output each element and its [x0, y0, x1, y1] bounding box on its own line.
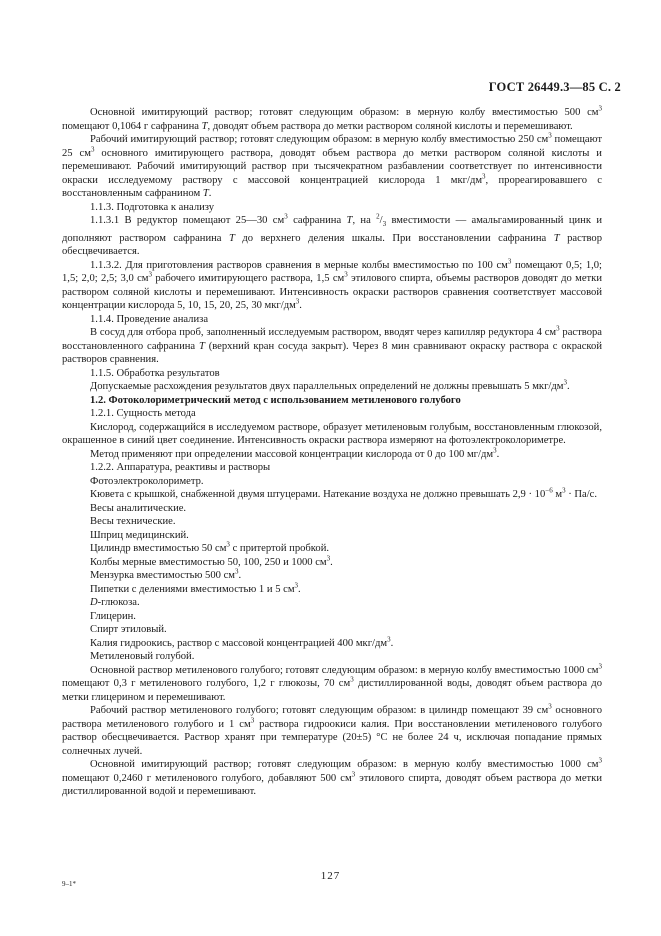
paragraph: Рабочий имитирующий раствор; готовят следующим образом: в мерную колбу вместимостью 250 $см^3$ помещают 25 $см^3$ основного имитирующего раствора, доводят объем раствора до метки раствором соляной кислоты и перемешивают. Рабочий имитирующий раствор при тысячекратном разбавлении соответствует по интенсивности окраски исследуемому раствору с массовой концентрацией кислорода 1 мкг/$дм^3$, прореагировавшего с восстановленным сафранином Т. [62, 131, 602, 199]
paragraph: Кислород, содержащийся в исследуемом растворе, образует метиленовым голубым, восстановленным глюкозой, окрашенное в синий цвет соединение. Интенсивность окраски раствора измеряют на фотоэлектроколориметре. [62, 421, 602, 447]
paragraph: 1.1.4. Проведение анализа [90, 313, 209, 325]
paragraph: 1.1.3.1 В редуктор помещают 25—30 $см^3$ сафранина Т, на $^2/_3$ вместимости — амальгамированный цинк и дополняют раствором сафранина Т до верхнего деления шкалы. При восстановлении сафранина Т раствор обесцвечивается. [62, 212, 603, 258]
paragraph: Основной имитирующий раствор; готовят следующим образом: в мерную колбу вместимостью 1000 $см^3$ помещают 0,2460 г метиленового голубого, добавляют 500 $см^3$ этилового спирта, доводят объем раствора до метки дистиллированной водой и перемешивают. [62, 756, 602, 798]
paragraph: Кювета с крышкой, снабженной двумя штуцерами. Натекание воздуха не должно превышать $2,9 \cdot 10^{-6}$ $м^3 \cdot Па/с$. [90, 486, 598, 501]
paragraph: Спирт этиловый. [90, 624, 167, 636]
paragraph: Рабочий раствор метиленового голубого; готовят следующим образом: в цилиндр помещают 39 $см^3$ основного раствора метиленового голубого и 1 $см^3$ раствора гидроокиси калия. При восстановлении метиленового голубого раствор обесцвечивается. Раствор хранят при температуре (20±5) °С не более 24 ч, исключая попадание прямых солнечных лучей. [62, 702, 602, 757]
document-body [62, 106, 602, 799]
paragraph: Пипетки с делениями вместимостью 1 и 5 $см^3$. [90, 581, 301, 595]
paragraph: Метиленовый голубой. [90, 651, 195, 663]
paragraph: Метод применяют при определении массовой концентрации кислорода от 0 до 100 $мг/дм^3$. [90, 446, 500, 460]
paragraph: Фотоэлектроколориметр. [90, 475, 204, 487]
paragraph: Колбы мерные вместимостью 50, 100, 250 и 1000 $см^3$. [90, 554, 333, 568]
section-heading: 1.2. Фотоколориметрический метод с использованием метиленового голубого [90, 394, 461, 406]
paragraph: 1.1.5. Обработка результатов [90, 367, 220, 379]
paragraph: Глицерин. [90, 610, 136, 622]
paragraph: В сосуд для отбора проб, заполненный исследуемым раствором, вводят через капилляр редуктора 4 $см^3$ раствора восстановленного сафранина Т (верхний кран сосуда закрыт). Через 8 мин сравнивают окраску раствора с окраской растворов сравнения. [62, 324, 602, 366]
paragraph: 1.2.1. Сущность метода [90, 408, 196, 420]
paragraph: Основной раствор метиленового голубого; готовят следующим образом: в мерную колбу вместимостью 1000 $см^3$ помещают 0,3 г метиленового голубого, 1,2 г глюкозы, 70 $см^3$ дистиллированной воды, доводят объем раствора до метки глицерином и перемешивают. [62, 662, 602, 703]
paragraph: Цилиндр вместимостью 50 $см^3$ с притертой пробкой. [90, 540, 330, 555]
paragraph: Весы технические. [90, 516, 176, 528]
signature-mark: 9–1* [62, 880, 76, 888]
paragraph: Шприц медицинский. [90, 529, 189, 541]
paragraph: 1.1.3.2. Для приготовления растворов сравнения в мерные колбы вместимостью по 100 $см^3$ помещают 0,5; 1,0; 1,5; 2,0; 2,5; 3,0 $см^3$ рабочего имитирующего раствора, 1,5 $см^3$ этилового спирта, объемы растворов доводят до метки раствором соляной кислоты и перемешивают. Интенсивность окраски растворов сравнения соответствует массовой концентрации кислорода 5, 10, 15, 20, 25, 30 мкг/$дм^3$. [62, 257, 603, 312]
paragraph: D-глюкоза. [90, 597, 140, 609]
page-number: 127 [320, 870, 341, 882]
page-header: ГОСТ 26449.3—85 С. 2 [488, 80, 621, 94]
paragraph: Калия гидроокись, раствор с массовой концентрацией 400 мкг/$дм^3$. [90, 635, 394, 649]
paragraph: 1.2.2. Аппаратура, реактивы и растворы [90, 462, 271, 474]
paragraph: Мензурка вместимостью 500 $см^3$. [90, 567, 242, 582]
paragraph: Допускаемые расхождения результатов двух параллельных определений не должны превышать 5 мкг/$дм^3$. [90, 378, 570, 393]
paragraph: Весы аналитические. [90, 502, 187, 514]
paragraph: 1.1.3. Подготовка к анализу [90, 201, 215, 213]
paragraph: Основной имитирующий раствор; готовят следующим образом: в мерную колбу вместимостью 500 $см^3$ помещают 0,1064 г сафранина Т, доводят объем раствора до метки раствором соляной кислоты и перемешивают. [62, 104, 602, 132]
